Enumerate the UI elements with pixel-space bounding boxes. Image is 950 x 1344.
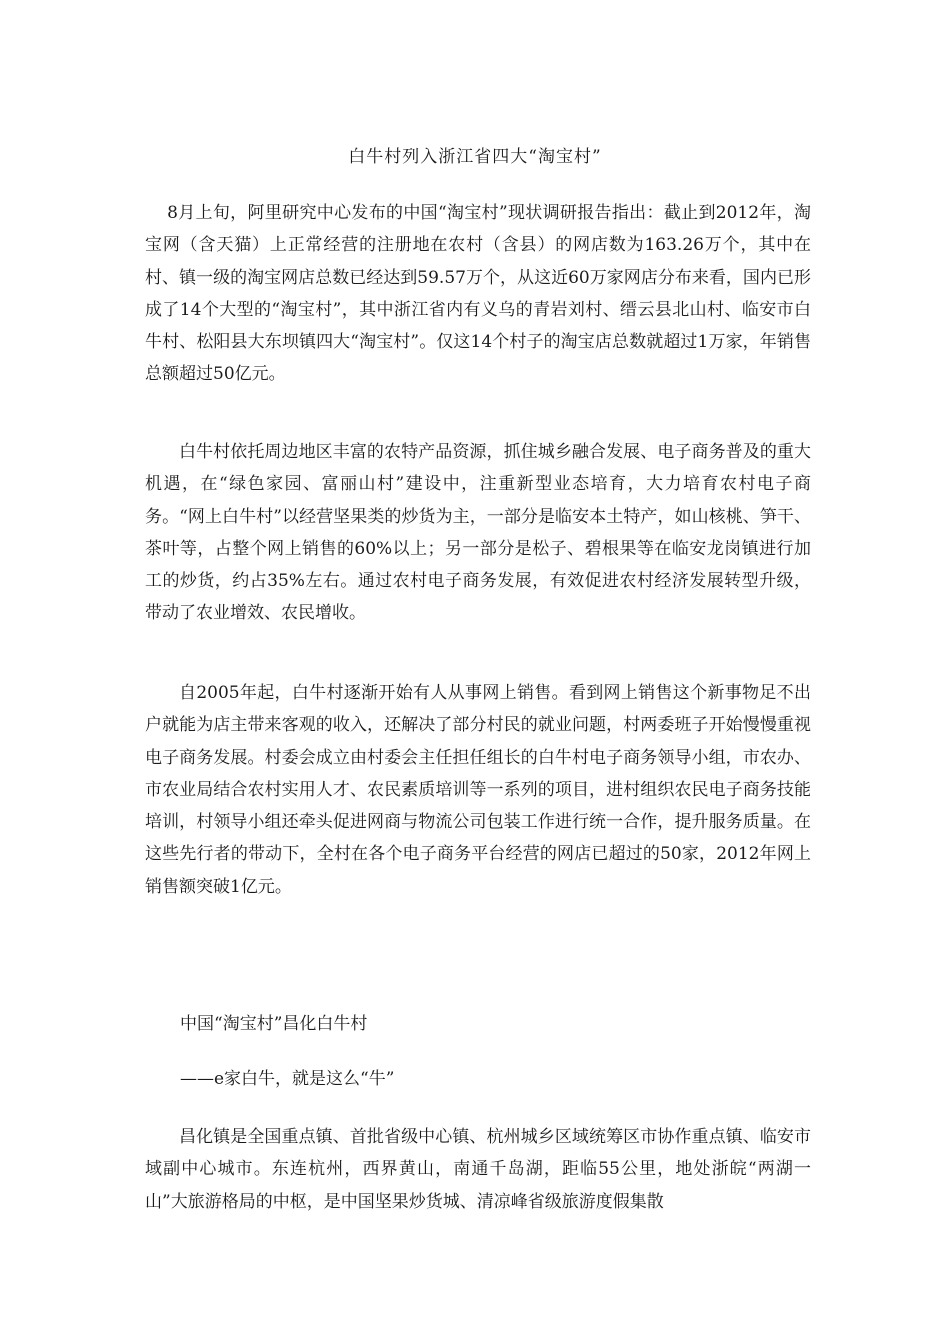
section-2-title: 中国“淘宝村”昌化白牛村 xyxy=(180,1014,368,1034)
paragraph-2: 白牛村依托周边地区丰富的农特产品资源，抓住城乡融合发展、电子商务普及的重大机遇，在“绿色家园、富丽山村”建设中，注重新型业态培育，大力培育农村电子商务。“网上白牛村”以经营坚果类的炒货为主，一部分是临安本土特产，如山核桃、笋干、茶叶等，占整个网上销售的60%以上；另一部分是松子、碧根果等在临安龙岗镇进行加工的炒货，约占35%左右。通过农村电子商务发展，有效促进农村经济发展转型升级，带动了农业增效、农民增收。 xyxy=(145,442,811,624)
section-2-paragraph: 昌化镇是全国重点镇、首批省级中心镇、杭州城乡区域统筹区市协作重点镇、临安市域副中心城市。东连杭州，西界黄山，南通千岛湖，距临55公里，地处浙皖“两湖一山”大旅游格局的中枢，是中国坚果炒货城、清凉峰省级旅游度假集散 xyxy=(145,1127,811,1212)
paragraph-1: 8月上旬，阿里研究中心发布的中国“淘宝村”现状调研报告指出：截止到2012年，淘宝网（含天猫）上正常经营的注册地在农村（含县）的网店数为163.26万个，其中在村、镇一级的淘宝网店总数已经达到59.57万个，从这近60万家网店分布来看，国内已形成了14个大型的“淘宝村”，其中浙江省内有义乌的青岩刘村、缙云县北山村、临安市白牛村、松阳县大东坝镇四大“淘宝村”。仅这14个村子的淘宝店总数就超过1万家，年销售总额超过50亿元。 xyxy=(145,203,811,385)
section-2-subtitle: ——e家白牛，就是这么“牛” xyxy=(180,1069,395,1089)
document-title: 白牛村列入浙江省四大“淘宝村” xyxy=(348,147,602,167)
paragraph-3: 自2005年起，白牛村逐渐开始有人从事网上销售。看到网上销售这个新事物足不出户就能为店主带来客观的收入，还解决了部分村民的就业问题，村两委班子开始慢慢重视电子商务发展。村委会成立由村委会主任担任组长的白牛村电子商务领导小组，市农办、市农业局结合农村实用人才、农民素质培训等一系列的项目，进村组织农民电子商务技能培训，村领导小组还牵头促进网商与物流公司包装工作进行统一合作，提升服务质量。在这些先行者的带动下，全村在各个电子商务平台经营的网店已超过的50家，2012年网上销售额突破1亿元。 xyxy=(145,683,811,897)
